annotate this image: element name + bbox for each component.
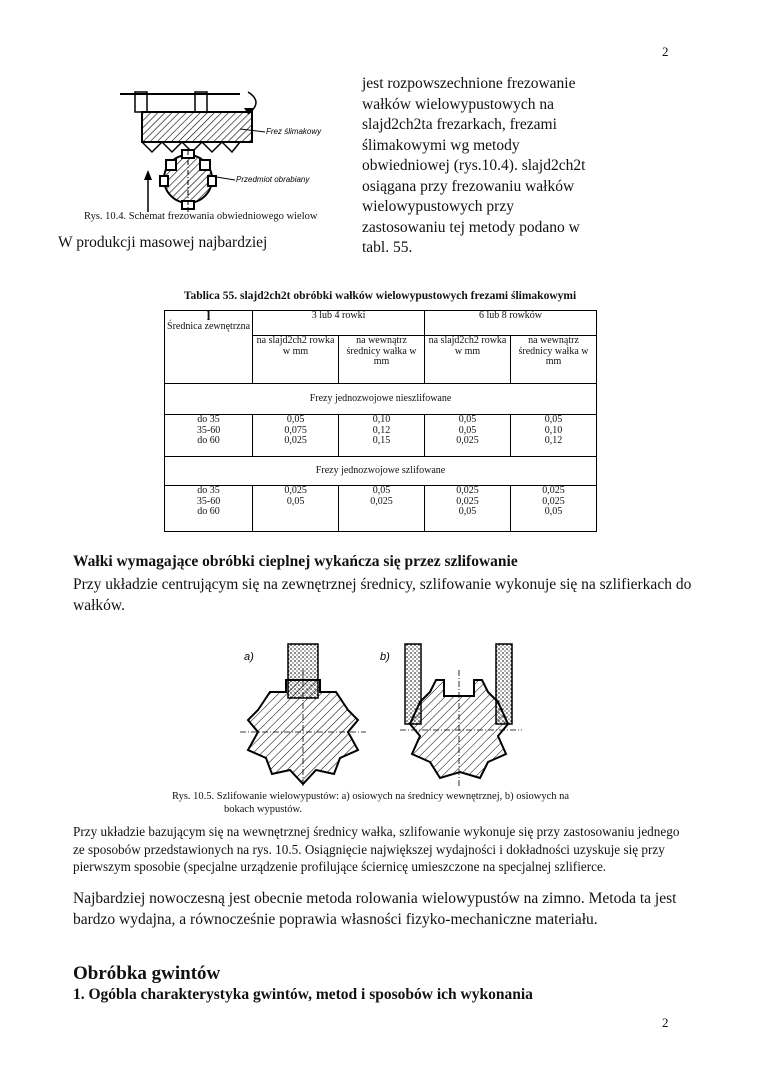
page-number-top: 2	[662, 44, 669, 59]
heading-threads: Obróbka gwintów	[73, 963, 221, 984]
subheading-threads: 1. Ogóbla charakterystyka gwintów, metod i sposobów ich wykonania	[73, 986, 533, 1003]
sub-header-2: na wewnątrz średnicy wałka w mm	[339, 336, 425, 384]
label-a: a)	[244, 651, 254, 663]
page-number-bottom: 2	[662, 1015, 669, 1030]
paragraph-3: Najbardziej nowoczesną jest obecnie metoda rolowania wielowypustów na zimno. Metoda ta jest bardzo wydajna, a równocześnie poprawia własności fizyko-mechaniczne materiału.	[73, 890, 677, 928]
hobbing-schematic-figure	[80, 84, 360, 226]
data-table: l Średnica zewnętrzna 3 lub 4 rowki 6 lub 8 rowków na slajd2ch2 rowka w mm na wewnątrz średnicy wałka w mm na slajd2ch2 rowka w mm na wewnątrz średnicy wałka w mm Frezy jednozwojowe nieszlifowane do 35 35-60 do 60 0,05 0,075 0,025 0,10 0,12 0,15 0,05 0,05 0,025 0,05 0,10 0,12 Frezy jednozwojowe szlifowane do 35 35-60 do 60 0,025 0,05 0,05 0,025 0,025 0,025 0,05 0,025 0,025 0,05	[164, 310, 597, 532]
label-workpiece: Przedmiot obrabiany	[236, 175, 310, 184]
intro-left-text: W produkcji masowej najbardziej	[58, 234, 268, 251]
group-header-2: 6 lub 8 rowków	[425, 311, 597, 336]
sub-header-3: na slajd2ch2 rowka w mm	[425, 336, 511, 384]
sub-header-1: na slajd2ch2 rowka w mm	[253, 336, 339, 384]
figure2-caption: Rys. 10.5. Szlifowanie wielowypustów: a) osiowych na średnicy wewnętrznej, b) osiowych na bokach wypustów.	[172, 791, 570, 815]
paragraph-1: Przy układzie centrującym się na zewnętrznej średnicy, szlifowanie wykonuje się na szlifierkach do wałków.	[73, 576, 692, 614]
group-header-1: 3 lub 4 rowki	[253, 311, 425, 336]
table-row: do 35 35-60 do 60 0,025 0,05 0,05 0,025 0,025 0,025 0,05 0,025 0,025 0,05	[165, 486, 597, 532]
table-title: Tablica 55. slajd2ch2t obróbki wałków wielowypustowych frezami ślimakowymi	[183, 290, 577, 302]
paragraph-2: Przy układzie bazującym się na wewnętrznej średnicy wałka, szlifowanie wykonuje się przy zastosowaniu jednego ze sposobów przedstawionych na rys. 10.5. Osiągnięcie największej wydajności i dokładności uzyskuje się przy pierwszym sposobie (specjalne urządzenie profilujące ściernicę umieszczone na specjalnej szlifierce.	[73, 824, 680, 874]
section-heading: Wałki wymagające obróbki cieplnej wykańcza się przez szlifowanie	[73, 553, 518, 570]
intro-right-text: jest rozpowszechnione frezowanie wałków wielowypustowych na slajd2ch2ta frezarkach, frezami ślimakowymi wg metody obwiedniowej (rys.10.4). slajd2ch2t osiągana przy frezowaniu wałków wielowypustowych przy zastosowaniu tej metody podano w tabl. 55.	[362, 75, 586, 256]
col-header-diameter: Średnica zewnętrzna	[167, 320, 251, 332]
label-hob: Frez ślimakowy	[266, 127, 322, 136]
section-unground: Frezy jednozwojowe nieszlifowane	[165, 384, 597, 415]
sub-header-4: na wewnątrz średnicy wałka w mm	[510, 336, 596, 384]
label-b: b)	[380, 651, 390, 663]
grinding-figure	[230, 640, 550, 790]
figure1-caption: Rys. 10.4. Schemat frezowania obwiedniowego wielow	[84, 211, 318, 222]
section-ground: Frezy jednozwojowe szlifowane	[165, 457, 597, 486]
table-row: do 35 35-60 do 60 0,05 0,075 0,025 0,10 0,12 0,15 0,05 0,05 0,025 0,05 0,10 0,12	[165, 415, 597, 457]
